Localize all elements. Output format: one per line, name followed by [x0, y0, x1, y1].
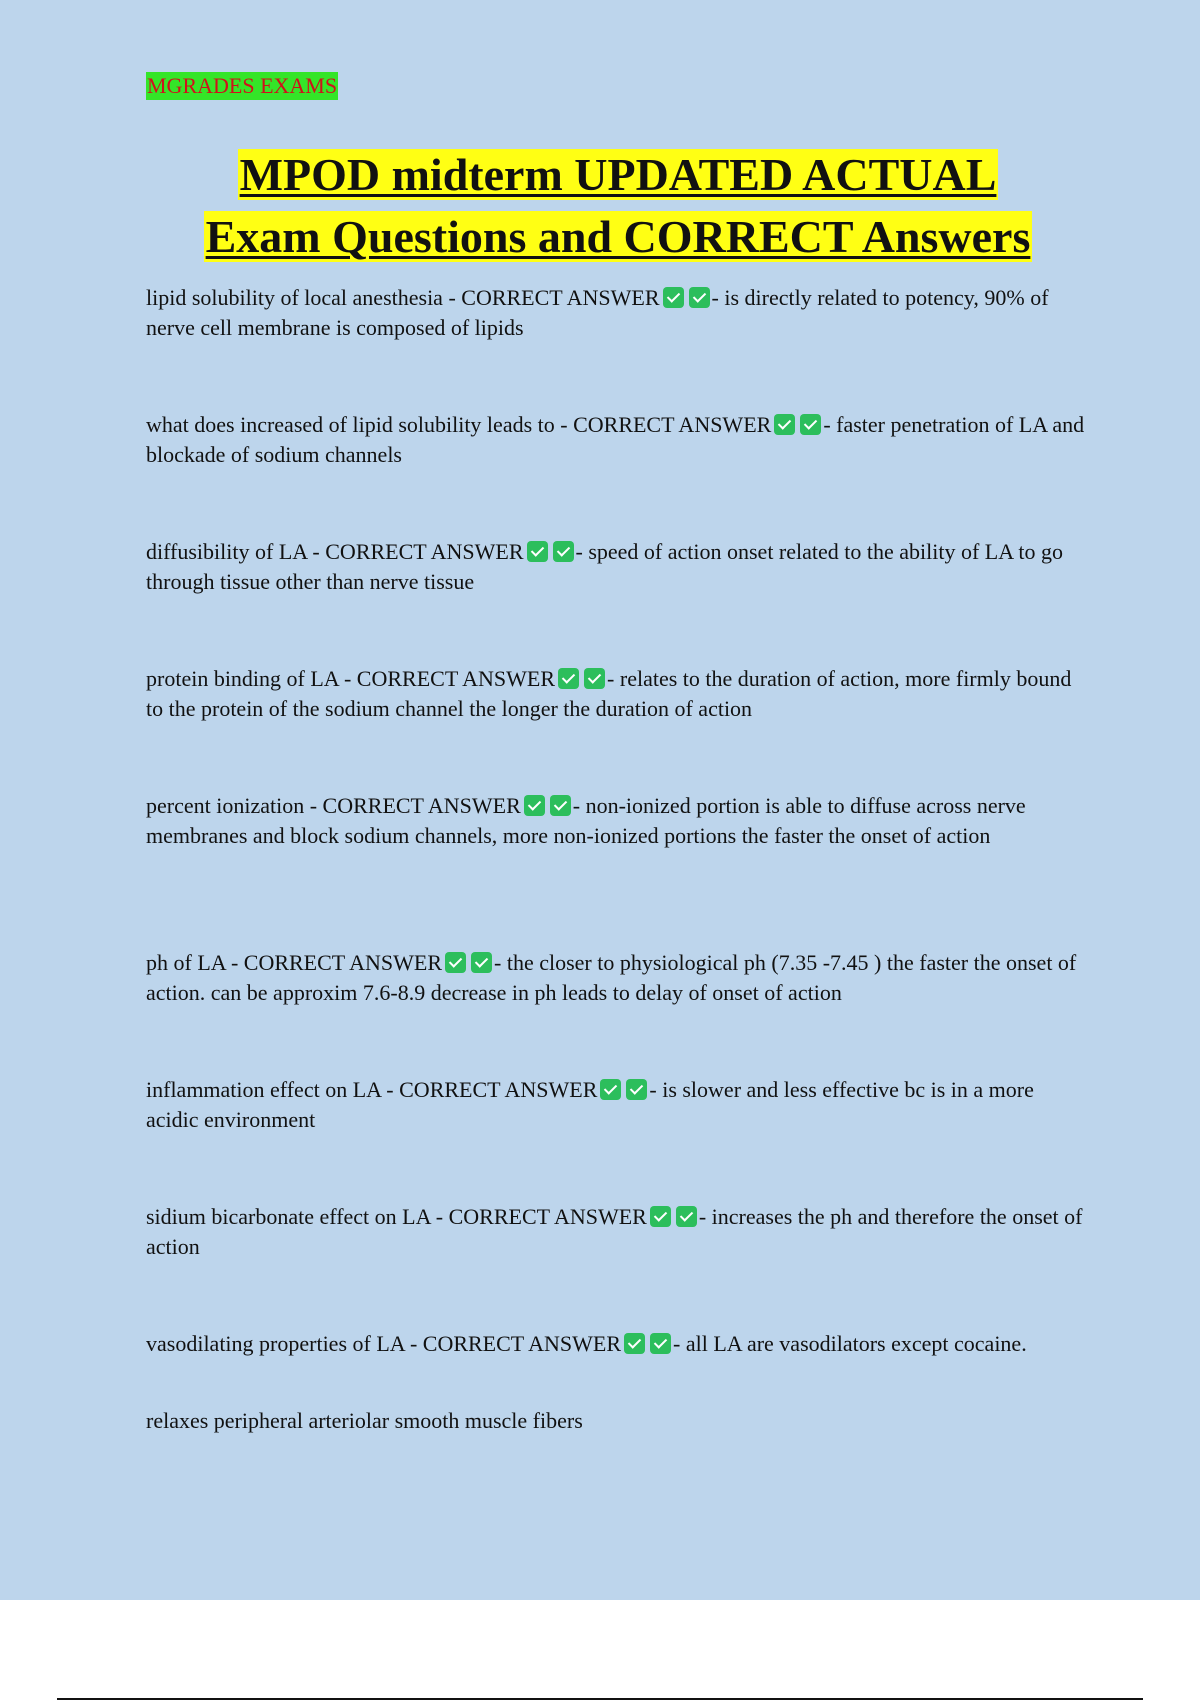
answer-text: - non-ionized portion is able to diffuse across nerve membranes and block sodium channels, more non-ionized portions the faster the onset of action [146, 793, 1026, 848]
question-text: diffusibility of LA - CORRECT ANSWER [146, 539, 524, 564]
check-icon [550, 795, 571, 816]
qa-item [146, 537, 1086, 597]
question-text: sidium bicarbonate effect on LA - CORRECT ANSWER [146, 1204, 647, 1229]
page-title [150, 144, 1086, 268]
check-icon [663, 287, 684, 308]
check-icon [524, 795, 545, 816]
check-icon [558, 668, 579, 689]
check-icon [553, 541, 574, 562]
question-text: ph of LA - CORRECT ANSWER [146, 950, 443, 975]
check-icon [650, 1333, 671, 1354]
title-line-2: Exam Questions and CORRECT Answers [205, 211, 1031, 262]
check-icon [774, 414, 795, 435]
qa-item [146, 1202, 1086, 1262]
extra-answer-line: relaxes peripheral arteriolar smooth muscle fibers [146, 1408, 583, 1433]
answer-text: - faster penetration of LA and blockade of sodium channels [146, 412, 1085, 467]
qa-item [146, 1329, 1086, 1359]
question-text: what does increased of lipid solubility leads to - CORRECT ANSWER [146, 412, 772, 437]
qa-item [146, 1075, 1086, 1135]
answer-text: - all LA are vasodilators except cocaine. [673, 1331, 1027, 1356]
title-line-1: MPOD midterm UPDATED ACTUAL [239, 149, 997, 200]
answer-text: - is slower and less effective bc is in a more acidic environment [146, 1077, 1034, 1132]
qa-item [146, 948, 1086, 1008]
check-icon [689, 287, 710, 308]
question-text: protein binding of LA - CORRECT ANSWER [146, 666, 556, 691]
qa-item [146, 791, 1086, 851]
qa-item [146, 283, 1086, 343]
qa-item [146, 410, 1086, 470]
answer-text: - is directly related to potency, 90% of nerve cell membrane is composed of lipids [146, 285, 1049, 340]
question-text: inflammation effect on LA - CORRECT ANSWER [146, 1077, 598, 1102]
check-icon [624, 1333, 645, 1354]
check-icon [626, 1079, 647, 1100]
answer-text: - speed of action onset related to the ability of LA to go through tissue other than nerve tissue [146, 539, 1064, 594]
answer-text: - the closer to physiological ph (7.35 -7.45 ) the faster the onset of action. can be approxim 7.6-8.9 decrease in ph leads to delay of onset of action [146, 950, 1077, 1005]
check-icon [584, 668, 605, 689]
check-icon [600, 1079, 621, 1100]
watermark-label: MGRADES EXAMS [147, 73, 338, 98]
qa-item [146, 664, 1086, 724]
check-icon [445, 952, 466, 973]
check-icon [650, 1206, 671, 1227]
question-text: percent ionization - CORRECT ANSWER [146, 793, 521, 818]
answer-text: - relates to the duration of action, more firmly bound to the protein of the sodium channel the longer the duration of action [146, 666, 1072, 721]
check-icon [800, 414, 821, 435]
question-text: vasodilating properties of LA - CORRECT ANSWER [146, 1331, 622, 1356]
check-icon [527, 541, 548, 562]
answer-text: - increases the ph and therefore the onset of action [146, 1204, 1083, 1259]
question-text: lipid solubility of local anesthesia - CORRECT ANSWER [146, 285, 660, 310]
check-icon [676, 1206, 697, 1227]
check-icon [471, 952, 492, 973]
